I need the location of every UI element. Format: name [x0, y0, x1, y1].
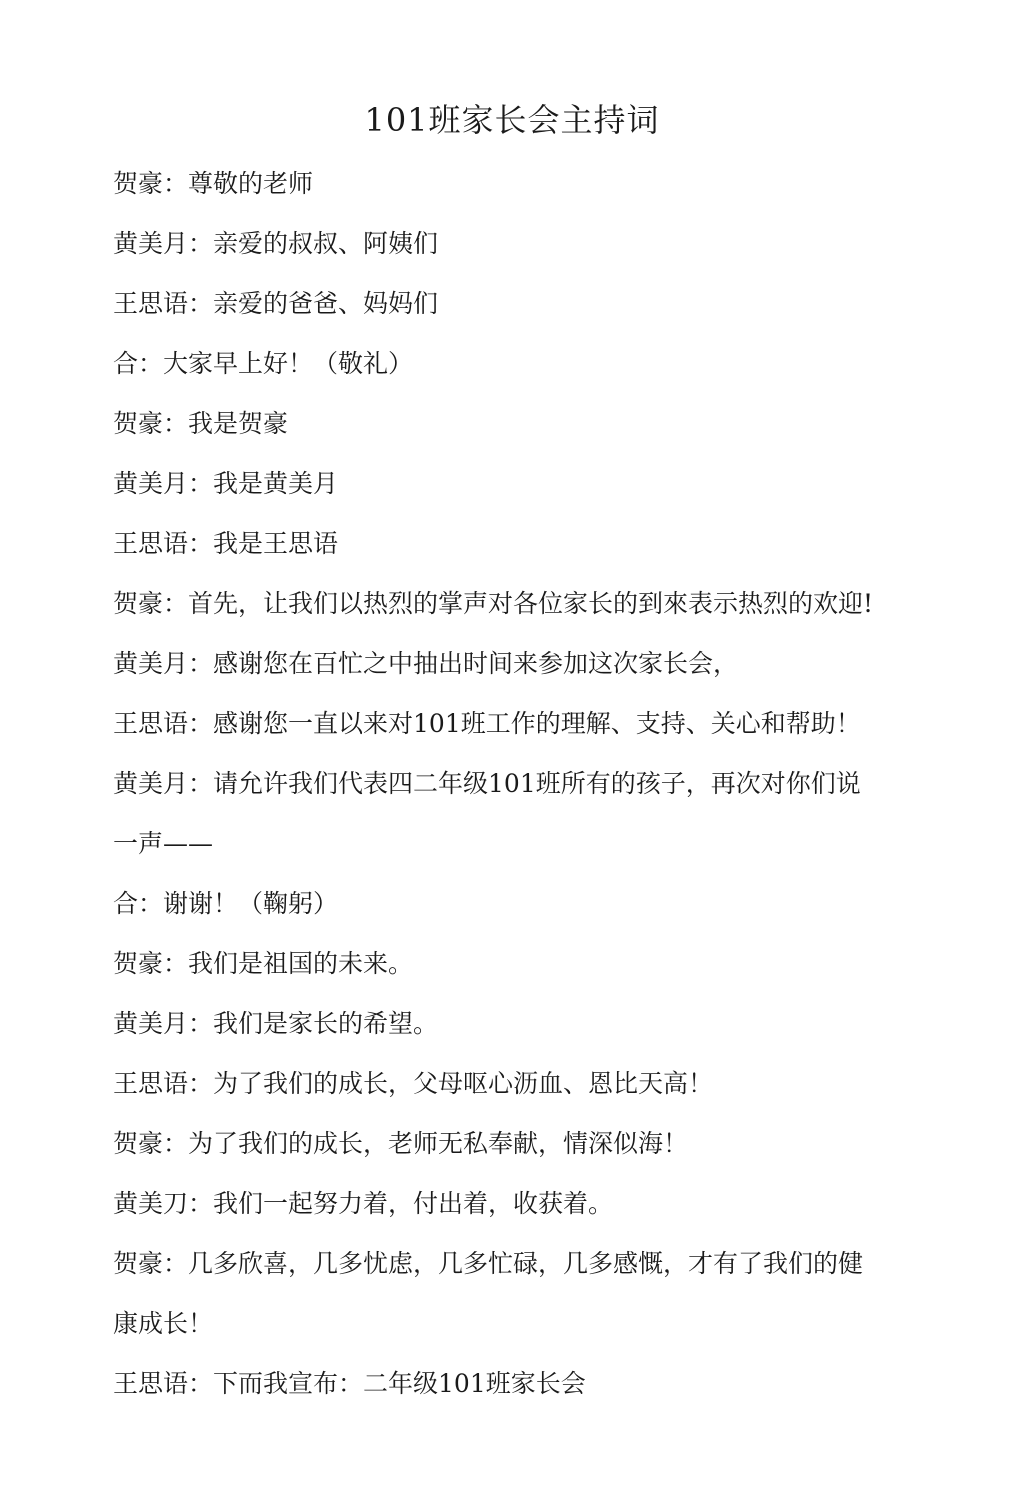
script-line: 黄美月：感谢您在百忙之中抽出时间来参加这次家长会， [113, 649, 739, 678]
script-line: 黄美刀：我们一起努力着，付出着，收获着。 [113, 1189, 614, 1218]
script-line: 黄美月：亲爱的叔叔、阿姨们 [113, 229, 439, 258]
script-line: 贺豪：几多欣喜，几多忧虑，几多忙碌，几多感慨，才有了我们的健 [113, 1249, 864, 1278]
script-line: 康成长！ [113, 1309, 214, 1338]
script-line: 一声—— [113, 829, 214, 858]
script-line: 黄美月：我们是家长的希望。 [113, 1009, 439, 1038]
script-line: 王思语：为了我们的成长，父母呕心沥血、恩比天高！ [113, 1069, 714, 1098]
script-line: 贺豪：我们是祖国的未来。 [113, 949, 414, 978]
script-line: 贺豪：尊敬的老师 [113, 169, 314, 198]
script-lines [113, 162, 913, 1422]
script-line: 贺豪：首先，让我们以热烈的掌声对各位家长的到來表示热烈的欢迎! [113, 589, 874, 618]
script-line: 王思语：下而我宣布：二年级101班家长会 [113, 1369, 586, 1398]
script-line: 合：谢谢！（鞠躬） [113, 889, 339, 918]
script-line: 王思语：感谢您一直以来对101班工作的理解、支持、关心和帮助！ [113, 709, 861, 738]
script-line: 黄美月：我是黄美月 [113, 469, 339, 498]
document-title: 101班家长会主持词 [364, 101, 660, 139]
script-line: 王思语：亲爱的爸爸、妈妈们 [113, 289, 439, 318]
script-line: 合：大家早上好！（敬礼） [113, 349, 414, 378]
script-line: 黄美月：请允许我们代表四二年级101班所有的孩子，再次对你们说 [113, 769, 861, 798]
script-line: 贺豪：我是贺豪 [113, 409, 289, 438]
script-line: 贺豪：为了我们的成长，老师无私奉献，情深似海！ [113, 1129, 689, 1158]
script-line: 王思语：我是王思语 [113, 529, 339, 558]
